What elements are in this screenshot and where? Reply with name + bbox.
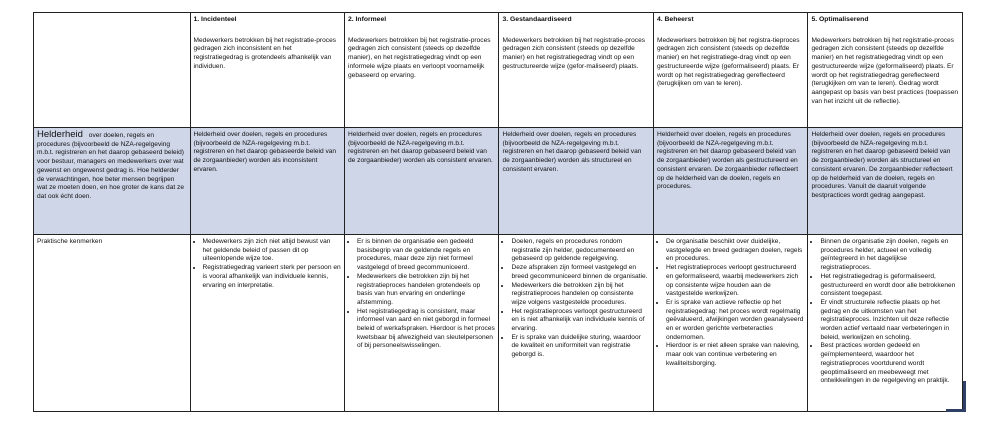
helderheid-cell-1: Helderheid over doelen, regels en procedures (bijvoorbeeld de NZA-regelgeving m.b.t. registreren en het daarop gebaseerde beleid van de zorgaanbieder) worden als inconsistent ervaren. — [190, 128, 344, 235]
list-item: • Best practices worden gedeeld en geïmplementeerd, waardoor het registratieproces voortdurend wordt geoptimaliseerd en meebeweegt met ontwikkelingen in de regelgeving en praktijk. — [820, 342, 959, 386]
kenmerken-list — [194, 238, 341, 290]
helderheid-row — [34, 128, 963, 235]
kenmerken-row — [34, 235, 963, 412]
kenmerken-list — [811, 238, 959, 386]
list-item: • Medewerkers zijn zich niet altijd bewust van het geldende beleid of passen dit op uiteenlopende wijze toe. — [203, 238, 341, 264]
list-item: • Doelen, regels en procedures rondom registratie zijn helder, gedocumenteerd en gebaseerd op geldende regelgeving. — [511, 238, 649, 264]
kenmerken-list — [348, 238, 495, 351]
corner-accent-mark — [946, 381, 966, 412]
helderheid-row-label — [34, 128, 191, 235]
level-header-4 — [653, 13, 807, 128]
list-item: • Het registratieproces verloopt gestructureerd en geformaliseerd, waarbij medewerkers zich op consistente wijze houden aan de vastgestelde werkwijzen. — [666, 264, 804, 299]
kenmerken-title: Praktische kenmerken — [37, 238, 103, 245]
kenmerken-cell-2 — [344, 235, 498, 412]
kenmerken-cell-1 — [190, 235, 344, 412]
kenmerken-row-label — [34, 235, 191, 412]
helderheid-cell-2: Helderheid over doelen, regels en procedures (bijvoorbeeld de NZA-regelgeving m.b.t. registreren en het daarop gebaseerd beleid van de zorgaanbieder) worden als consistent ervaren. — [344, 128, 498, 235]
list-item: • De organisatie beschikt over duidelijke, vastgelegde en breed gedragen doelen, regels en procedures. — [666, 238, 804, 264]
list-item: • Deze afspraken zijn formeel vastgelegd en breed gecommuniceerd binnen de organisatie. — [511, 264, 649, 281]
level-header-3 — [499, 13, 653, 128]
helderheid-cell-3: Helderheid over doelen, regels en procedures (bijvoorbeeld de NZA-regelgeving m.b.t. registreren en het daarop gebaseerd beleid van de zorgaanbieder) worden als structureel en consistent ervaren. — [499, 128, 653, 235]
list-item: • Er is sprake van actieve reflectie op het registratiegedrag: het proces wordt regelmatig geëvalueerd, afwijkingen worden geanalyseerd en er worden gerichte verbeteracties ondernomen. — [666, 299, 804, 343]
list-item: • Medewerkers die betrokken zijn bij het registratieproces handelen grotendeels op basis van hun ervaring en onderlinge afstemming. — [357, 273, 495, 308]
list-item: • Hierdoor is er niet alleen sprake van naleving, maar ook van continue verbetering en kwaliteitsborging. — [666, 342, 804, 368]
level-title: 5. Optimaliserend — [811, 16, 869, 23]
list-item: • Het registratiegedrag is consistent, maar informeel van aard en niet geborgd in formeel beleid of werkafspraken. Hierdoor is het proces kwetsbaar bij afwezigheid van sleutelpersonen of bij personeelswisselingen. — [357, 308, 495, 352]
list-item: • Het registratieproces verloopt gestructureerd en is niet afhankelijk van individuele kennis of ervaring. — [511, 308, 649, 334]
helderheid-text: over doelen, regels en procedures (bijvoorbeeld de NZA-regelgeving m.b.t. registreren en het daarop gebaseerd beleid) voor bestuur, managers en medewerkers over wat gewenst en ongewenst gedrag is. Hoe helderder de verwachtingen, hoe beter mensen begrijpen wat ze moeten doen, en hoe groter de kans dat ze dat ook écht doen. — [37, 132, 184, 200]
level-title: 3. Gestandaardiseerd — [502, 16, 572, 23]
kenmerken-cell-3 — [499, 235, 653, 412]
level-description: Medewerkers betrokken bij het registratie-proces gedragen zich inconsistent en het registratiegedrag is grotendeels afhankelijk van individuen. — [193, 36, 337, 70]
maturity-model-table — [33, 12, 963, 412]
level-title: 4. Beheerst — [656, 16, 694, 23]
list-item: • Er is binnen de organisatie een gedeeld basisbegrip van de geldende regels en procedures, maar deze zijn niet formeel vastgelegd of breed gecommuniceerd. — [357, 238, 495, 273]
helderheid-title: Helderheid — [37, 129, 83, 140]
list-item: • Binnen de organisatie zijn doelen, regels en procedures helder, actueel en volledig geïntegreerd in het dagelijkse registratieproces. — [820, 238, 959, 273]
kenmerken-list — [502, 238, 649, 360]
kenmerken-cell-5 — [808, 235, 963, 412]
level-description: Medewerkers betrokken bij het registratie-proces gedragen zich consistent (steeds op dezelfde manier), en het registratiegedrag vindt op een informele wijze plaats en verloopt voornamelijk gebaseerd op ervaring. — [347, 36, 491, 79]
kenmerken-cell-4 — [653, 235, 807, 412]
kenmerken-list — [657, 238, 804, 369]
level-description: Medewerkers betrokken bij het registra-tieproces gedragen zich consistent (steeds op dezelfde manier) en het registratiege-drag vindt op een gestructureerde wijze (geformaliseerd) plaats. Er wordt op het registratiegedrag gereflecteerd (terugkijken om van te leren). — [656, 36, 800, 88]
level-header-2 — [344, 13, 498, 128]
level-header-5 — [808, 13, 963, 128]
level-description: Medewerkers betrokken bij het registratie-proces gedragen zich consistent (steeds op dezelfde manier) en het registratiegedrag vindt op een gestructureerde wijze (geformaliseerd) plaats. Er wordt op het registratiegedrag gereflecteerd (terugkijken om van te leren). Gedrag wordt aangepast op basis van best practices (toepassen van het inzicht uit de reflectie). — [811, 36, 959, 105]
helderheid-cell-4: Helderheid over doelen, regels en procedures (bijvoorbeeld de NZA-regelgeving m.b.t. registreren en het daarop gebaseerd beleid van de zorgaanbieder) worden als gestructureerd en consistent ervaren. De zorgaanbieder reflecteert op de helderheid van de doelen, regels en procedures. — [653, 128, 807, 235]
level-description: Medewerkers betrokken bij het registratie-proces gedragen zich consistent (steeds op dezelfde manier) en het registratiegedrag vindt op een gestructureerde wijze (gefor-maliseerd) plaats. — [502, 36, 646, 70]
level-title: 1. Incidenteel — [193, 16, 237, 23]
level-header-1 — [190, 13, 344, 128]
header-row — [34, 13, 963, 128]
corner-cell — [34, 13, 191, 128]
list-item: • Registratiegedrag varieert sterk per persoon en is vooral afhankelijk van individuele kennis, ervaring en interpretatie. — [203, 264, 341, 290]
list-item: • Het registratiegedrag is geformaliseerd, gestructureerd en wordt door alle betrokkenen consistent toegepast. — [820, 273, 959, 299]
list-item: • Medewerkers die betrokken zijn bij het registratieproces handelen op consistente wijze volgens vastgestelde procedures. — [511, 282, 649, 308]
list-item: • Er vindt structurele reflectie plaats op het gedrag en de uitkomsten van het registratieproces. Inzichten uit deze reflectie worden actief vertaald naar verbeteringen in beleid, werkwijzen en scholing. — [820, 299, 959, 343]
list-item: • Er is sprake van duidelijke sturing, waardoor de kwaliteit en uniformiteit van registratie geborgd is. — [511, 334, 649, 360]
level-title: 2. Informeel — [347, 16, 387, 23]
helderheid-cell-5: Helderheid over doelen, regels en procedures (bijvoorbeeld de NZA-regelgeving m.b.t. registreren en het daarop gebaseerd beleid van de zorgaanbieder) worden als structureel en consistent ervaren. De zorgaanbieder reflecteert op de helderheid van de doelen, regels en procedures. Vanuit de daaruit volgende bestpractices wordt gedrag aangepast. — [808, 128, 963, 235]
